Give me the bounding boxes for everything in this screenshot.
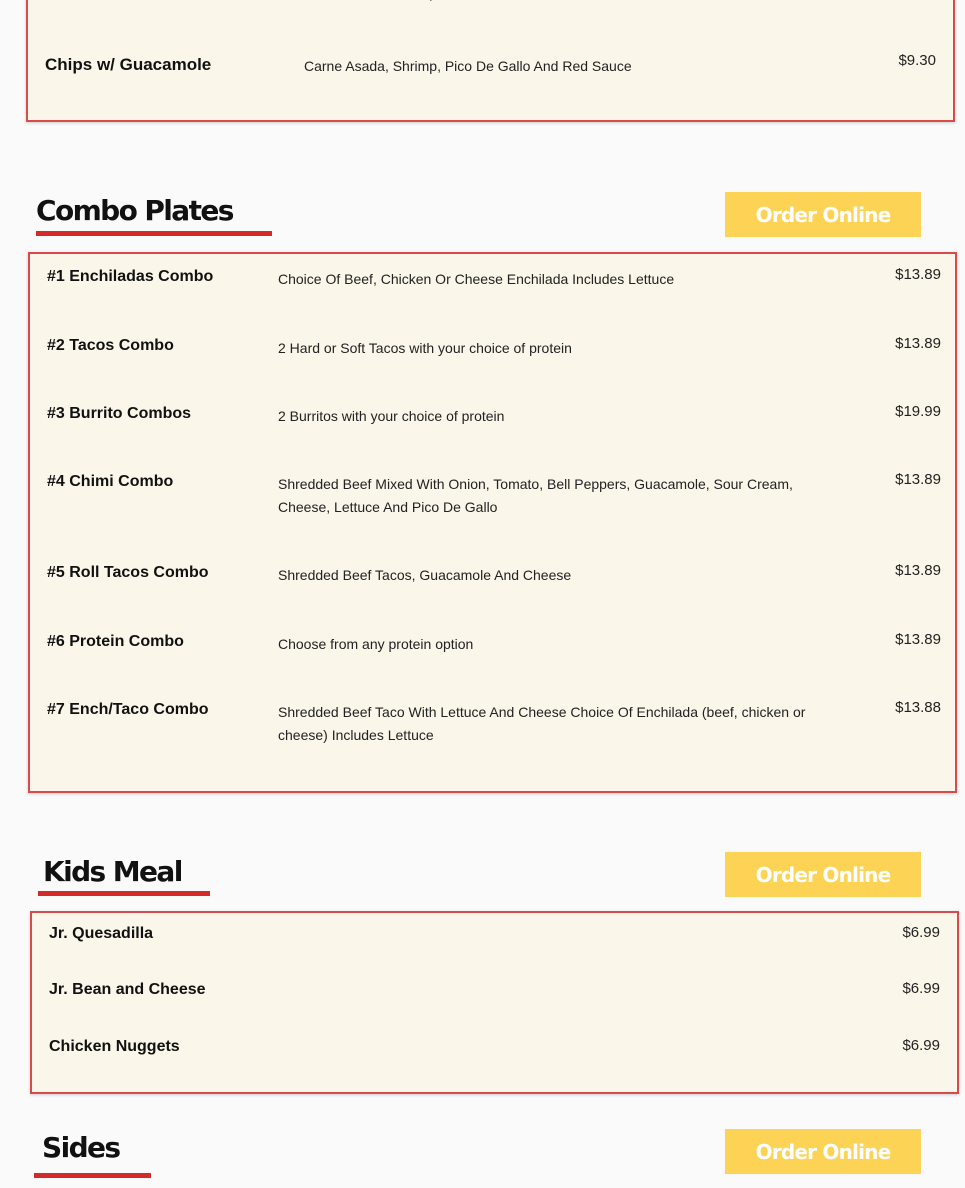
menu-item-description: Choice Of Beef, Chicken Or Cheese Enchilada Includes Lettuce	[278, 271, 675, 287]
menu-item-description: Carne Asada, Shrimp, Pico De Gallo And Red Sauce	[304, 58, 632, 74]
cut-off-description	[304, 0, 632, 1]
combo-plates-menu-box	[28, 252, 957, 793]
section-title-kids-meal: Kids Meal	[43, 855, 182, 888]
menu-item-description: Shredded Beef Mixed With Onion, Tomato, Bell Peppers, Guacamole, Sour Cream, Cheese, Lettuce And Pico De Gallo	[278, 476, 793, 515]
menu-item-description: Choose from any protein option	[278, 636, 474, 652]
menu-item-name: #2 Tacos Combo	[47, 337, 174, 354]
menu-item-name: #6 Protein Combo	[47, 633, 184, 650]
appetizers-menu-box	[26, 0, 955, 122]
menu-item-name: #7 Ench/Taco Combo	[47, 701, 209, 718]
menu-item-name: Jr. Quesadilla	[49, 925, 154, 942]
menu-item-name: #4 Chimi Combo	[47, 473, 174, 490]
menu-item-price: $13.89	[895, 471, 941, 488]
kids-meal-menu-box	[30, 911, 959, 1094]
menu-item-description: 2 Burritos with your choice of protein	[278, 408, 505, 424]
menu-item-price: $19.99	[895, 403, 941, 420]
menu-item-price: $13.89	[895, 335, 941, 352]
menu-item-price: $13.89	[895, 562, 941, 579]
menu-item-name: Jr. Bean and Cheese	[49, 981, 206, 998]
section-title-combo-plates: Combo Plates	[36, 194, 233, 227]
menu-item-description: 2 Hard or Soft Tacos with your choice of protein	[278, 340, 572, 356]
menu-item-description: Shredded Beef Taco With Lettuce And Cheese Choice Of Enchilada (beef, chicken or cheese) Includes Lettuce	[278, 704, 806, 743]
menu-item-name: #3 Burrito Combos	[47, 405, 192, 422]
menu-item-price: $6.99	[902, 924, 940, 941]
menu-item-name: #5 Roll Tacos Combo	[47, 564, 209, 581]
order-online-button[interactable]: Order Online	[725, 192, 921, 237]
menu-item-name: Chicken Nuggets	[49, 1038, 180, 1055]
menu-item-name: #1 Enchiladas Combo	[47, 268, 214, 285]
section-title-underline	[36, 231, 272, 236]
section-title-underline	[38, 891, 210, 896]
order-online-button[interactable]: Order Online	[725, 852, 921, 897]
section-title-underline	[34, 1173, 151, 1178]
menu-item-price: $13.89	[895, 631, 941, 648]
menu-item-description: Shredded Beef Tacos, Guacamole And Cheese	[278, 567, 572, 583]
section-title-sides: Sides	[42, 1131, 120, 1164]
menu-item-price: $13.89	[895, 266, 941, 283]
menu-item-price: $6.99	[902, 980, 940, 997]
menu-item-price: $13.88	[895, 699, 941, 716]
menu-item-price: $9.30	[898, 52, 936, 69]
menu-item-price: $6.99	[902, 1037, 940, 1054]
menu-item-name: Chips w/ Guacamole	[45, 55, 212, 74]
order-online-button[interactable]: Order Online	[725, 1129, 921, 1174]
